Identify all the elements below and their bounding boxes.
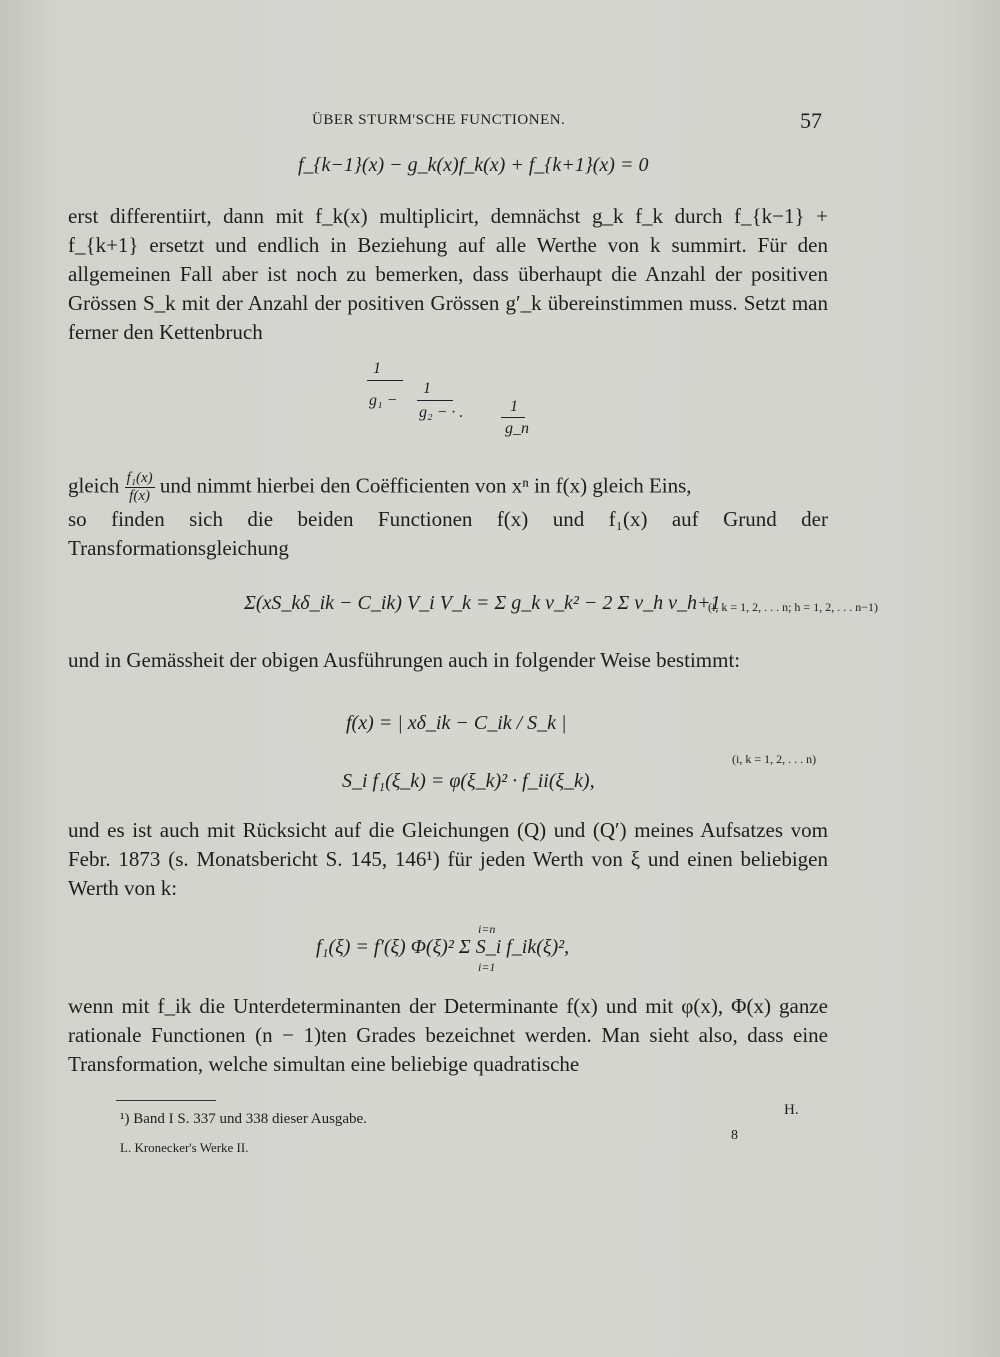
determinant-condition: (i, k = 1, 2, . . . n) xyxy=(732,752,817,766)
paragraph-2 xyxy=(68,470,828,563)
cf-bar-3 xyxy=(501,417,525,418)
paragraph-1 xyxy=(68,202,828,347)
cf-last-num: 1 xyxy=(510,398,518,415)
ratio-num: f₁(x) xyxy=(126,470,153,486)
equation-recursion: f_{k−1}(x) − g_k(x)f_k(x) + f_{k+1}(x) = 0 xyxy=(298,154,649,176)
paragraph-2-line xyxy=(68,470,828,505)
equation-transformation: Σ(xS_kδ_ik − C_ik) V_i V_k = Σ g_k v_k² − 2 Σ v_h v_h+1 xyxy=(244,592,721,614)
running-title: ÜBER STURM'SCHE FUNCTIONEN. xyxy=(312,112,566,128)
signature-number: 8 xyxy=(731,1128,738,1143)
footnote: ¹) Band I S. 337 und 338 dieser Ausgabe. xyxy=(120,1111,367,1127)
paragraph-4-text: und es ist auch mit Rücksicht auf die Gleichungen (Q) und (Q′) meines Aufsatzes vom Febr. 1873 (s. Monatsbericht S. 145, 146¹) für jeden Werth von ξ und einen beliebigen Werth von k: xyxy=(68,818,828,900)
paragraph-5-text: wenn mit f_ik die Unterdeterminanten der Determinante f(x) und mit φ(x), Φ(x) ganze rationale Functionen (n − 1)ten Grades bezeichnet werden. Man sieht also, dass eine Transformation, welche simultan eine beliebige quadratische xyxy=(68,994,828,1076)
equation-sum-relation: f₁(ξ) = f′(ξ) Φ(ξ)² Σ S_i f_ik(ξ)², xyxy=(316,936,570,958)
p2-post: und nimmt hierbei den Coëfficienten von xⁿ in f(x) gleich Eins, xyxy=(159,473,692,498)
paragraph-2-rest: so finden sich die beiden Functionen f(x) und f₁(x) auf Grund der Transformationsgleichung xyxy=(68,507,828,560)
cf-last-den: g_n xyxy=(505,420,529,437)
cf-level1: g₁ − xyxy=(369,392,398,409)
paragraph-3 xyxy=(68,646,828,675)
ratio-fraction xyxy=(125,470,155,505)
cf-top: 1 xyxy=(373,360,381,377)
cf-inner-num: 1 xyxy=(423,380,431,397)
equation-sf-relation: S_i f₁(ξ_k) = φ(ξ_k)² · f_ii(ξ_k), xyxy=(342,770,595,792)
transformation-condition: (i, k = 1, 2, . . . n; h = 1, 2, . . . n−1) xyxy=(708,600,878,614)
paragraph-1-text: erst differentiirt, dann mit f_k(x) multiplicirt, demnächst g_k f_k durch f_{k−1} + f_{k+1} ersetzt und endlich in Beziehung auf alle Werthe von k summirt. Für den allgemeinen Fall aber ist noch zu bemerken, dass überhaupt die Anzahl der positiven Grössen S_k mit der Anzahl der positiven Grössen g′_k übereinstimmen muss. Setzt man ferner den Kettenbruch xyxy=(68,204,828,344)
continued-fraction xyxy=(365,360,565,450)
equation-determinant: f(x) = | xδ_ik − C_ik / S_k | xyxy=(346,712,567,734)
footnote-rule xyxy=(116,1100,216,1101)
signature-letter: H. xyxy=(784,1102,799,1118)
sum-lower-limit: i=1 xyxy=(478,960,496,974)
edition-note: L. Kronecker's Werke II. xyxy=(120,1140,249,1155)
cf-bar-2 xyxy=(417,400,453,401)
paragraph-4 xyxy=(68,816,828,903)
p2-pre: gleich xyxy=(68,473,120,498)
ratio-den: f(x) xyxy=(129,488,150,504)
paragraph-5 xyxy=(68,992,828,1079)
paragraph-3-text: und in Gemässheit der obigen Ausführungen auch in folgender Weise bestimmt: xyxy=(68,648,741,672)
sum-upper-limit: i=n xyxy=(478,922,496,936)
page-number: 57 xyxy=(800,108,822,133)
cf-level2: g₂ − · . xyxy=(419,404,464,421)
cf-bar-1 xyxy=(367,380,403,381)
